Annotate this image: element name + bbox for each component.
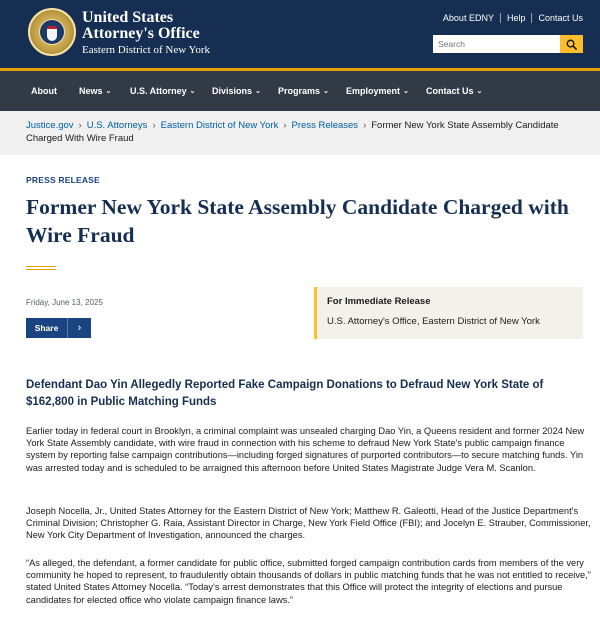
utility-link-about[interactable]: About EDNY xyxy=(442,13,494,23)
release-date: Friday, June 13, 2025 xyxy=(26,298,103,307)
main-nav xyxy=(0,71,600,111)
nav-item-label: About xyxy=(31,86,57,96)
site-title-line2: Attorney's Office xyxy=(82,25,200,42)
chevron-down-icon: ⌄ xyxy=(403,88,409,95)
site-title-line1: United States xyxy=(82,9,174,26)
utility-divider xyxy=(531,13,532,23)
breadcrumb-link-justice-gov[interactable]: Justice.gov xyxy=(26,120,74,131)
chevron-down-icon: ⌄ xyxy=(255,88,261,95)
utility-link-contact[interactable]: Contact Us xyxy=(538,13,583,23)
nav-item-label: Programs xyxy=(278,86,321,96)
article-paragraph: Earlier today in federal court in Brooklyn, a criminal complaint was unsealed charging Dao Yin, a Queens resident and former 2024 New York State Assembly candidate, with wire fraud in connection with his scheme to defraud New York State's public campaign finance system by reporting false campaign contributions—including forged signatures of purported contributors—to secure matching funds. Yin was arrested today and is scheduled to be arraigned this afternoon before United States Magistrate Judge Vera M. Scanlon. xyxy=(26,426,585,473)
breadcrumb-link-edny[interactable]: Eastern District of New York xyxy=(160,120,279,131)
breadcrumb xyxy=(0,111,600,155)
chevron-right-icon: › xyxy=(363,120,367,131)
nav-item-contact-us[interactable] xyxy=(426,71,482,111)
article-subheading: Defendant Dao Yin Allegedly Reported Fake Campaign Donations to Defraud New York State of $162,800 in Public Matching Funds xyxy=(26,379,544,408)
nav-item-label: Contact Us xyxy=(426,86,474,96)
breadcrumb-link-us-attorneys[interactable]: U.S. Attorneys xyxy=(86,120,148,131)
site-title[interactable] xyxy=(82,10,200,42)
doj-seal-icon[interactable] xyxy=(28,8,76,56)
article-paragraph: Joseph Nocella, Jr., United States Attorney for the Eastern District of New York; Matthew R. Galeotti, Head of the Justice Department's Criminal Division; Christopher G. Raia, Assistant Director in Charge, New York Field Office (FBI); and Jocelyn E. Strauber, Commissioner, New York City Department of Investigation, announced the charges. xyxy=(26,506,591,541)
search-button[interactable] xyxy=(560,35,583,53)
nav-item-label: News xyxy=(79,86,103,96)
chevron-right-icon: › xyxy=(77,322,82,334)
site-header xyxy=(0,0,600,68)
breadcrumb-trail xyxy=(26,120,566,145)
search-bar xyxy=(433,35,583,53)
release-heading: For Immediate Release xyxy=(327,296,431,307)
breadcrumb-current: Former New York State Assembly Candidate Charged With Wire Fraud xyxy=(26,120,559,144)
nav-item-label: Divisions xyxy=(212,86,253,96)
nav-item-about[interactable] xyxy=(31,71,57,111)
share-label: Share xyxy=(34,323,59,333)
page-title: Former New York State Assembly Candidate Charged with Wire Fraud xyxy=(26,195,569,247)
press-release-label: PRESS RELEASE xyxy=(26,175,100,185)
search-icon xyxy=(566,39,577,50)
nav-item-label: Employment xyxy=(346,86,401,96)
chevron-down-icon: ⌄ xyxy=(476,88,483,95)
breadcrumb-link-press-releases[interactable]: Press Releases xyxy=(291,120,359,131)
nav-item-news[interactable] xyxy=(79,71,111,111)
nav-item-us-attorney[interactable] xyxy=(130,71,196,111)
utility-divider xyxy=(500,13,501,23)
utility-links xyxy=(443,13,583,23)
utility-link-help[interactable]: Help xyxy=(506,13,526,23)
chevron-down-icon: ⌄ xyxy=(105,88,112,95)
chevron-down-icon: ⌄ xyxy=(323,88,329,95)
nav-item-divisions[interactable] xyxy=(212,71,261,111)
release-office: U.S. Attorney's Office, Eastern District of New York xyxy=(327,316,540,327)
chevron-right-icon: › xyxy=(78,120,82,131)
search-input[interactable] xyxy=(433,35,560,53)
chevron-down-icon: ⌄ xyxy=(189,88,196,95)
nav-item-label: U.S. Attorney xyxy=(130,86,187,96)
site-subtitle: Eastern District of New York xyxy=(82,44,211,56)
release-info-box xyxy=(314,287,583,339)
article-paragraph: “As alleged, the defendant, a former candidate for public office, submitted forged campaign contribution cards from members of the very community he hoped to represent, to fraudulently obtain thousands of dollars in public matching funds that he was not entitled to receive,” stated United States Attorney Nocella. “Today's arrest demonstrates that this Office will protect the integrity of elections and pursue candidates for elected office who violate campaign finance laws.” xyxy=(26,558,591,605)
chevron-right-icon: › xyxy=(283,120,287,131)
share-button[interactable] xyxy=(26,318,91,338)
nav-item-employment[interactable] xyxy=(346,71,409,111)
title-divider xyxy=(26,266,56,270)
chevron-right-icon: › xyxy=(152,120,156,131)
nav-item-programs[interactable] xyxy=(278,71,329,111)
